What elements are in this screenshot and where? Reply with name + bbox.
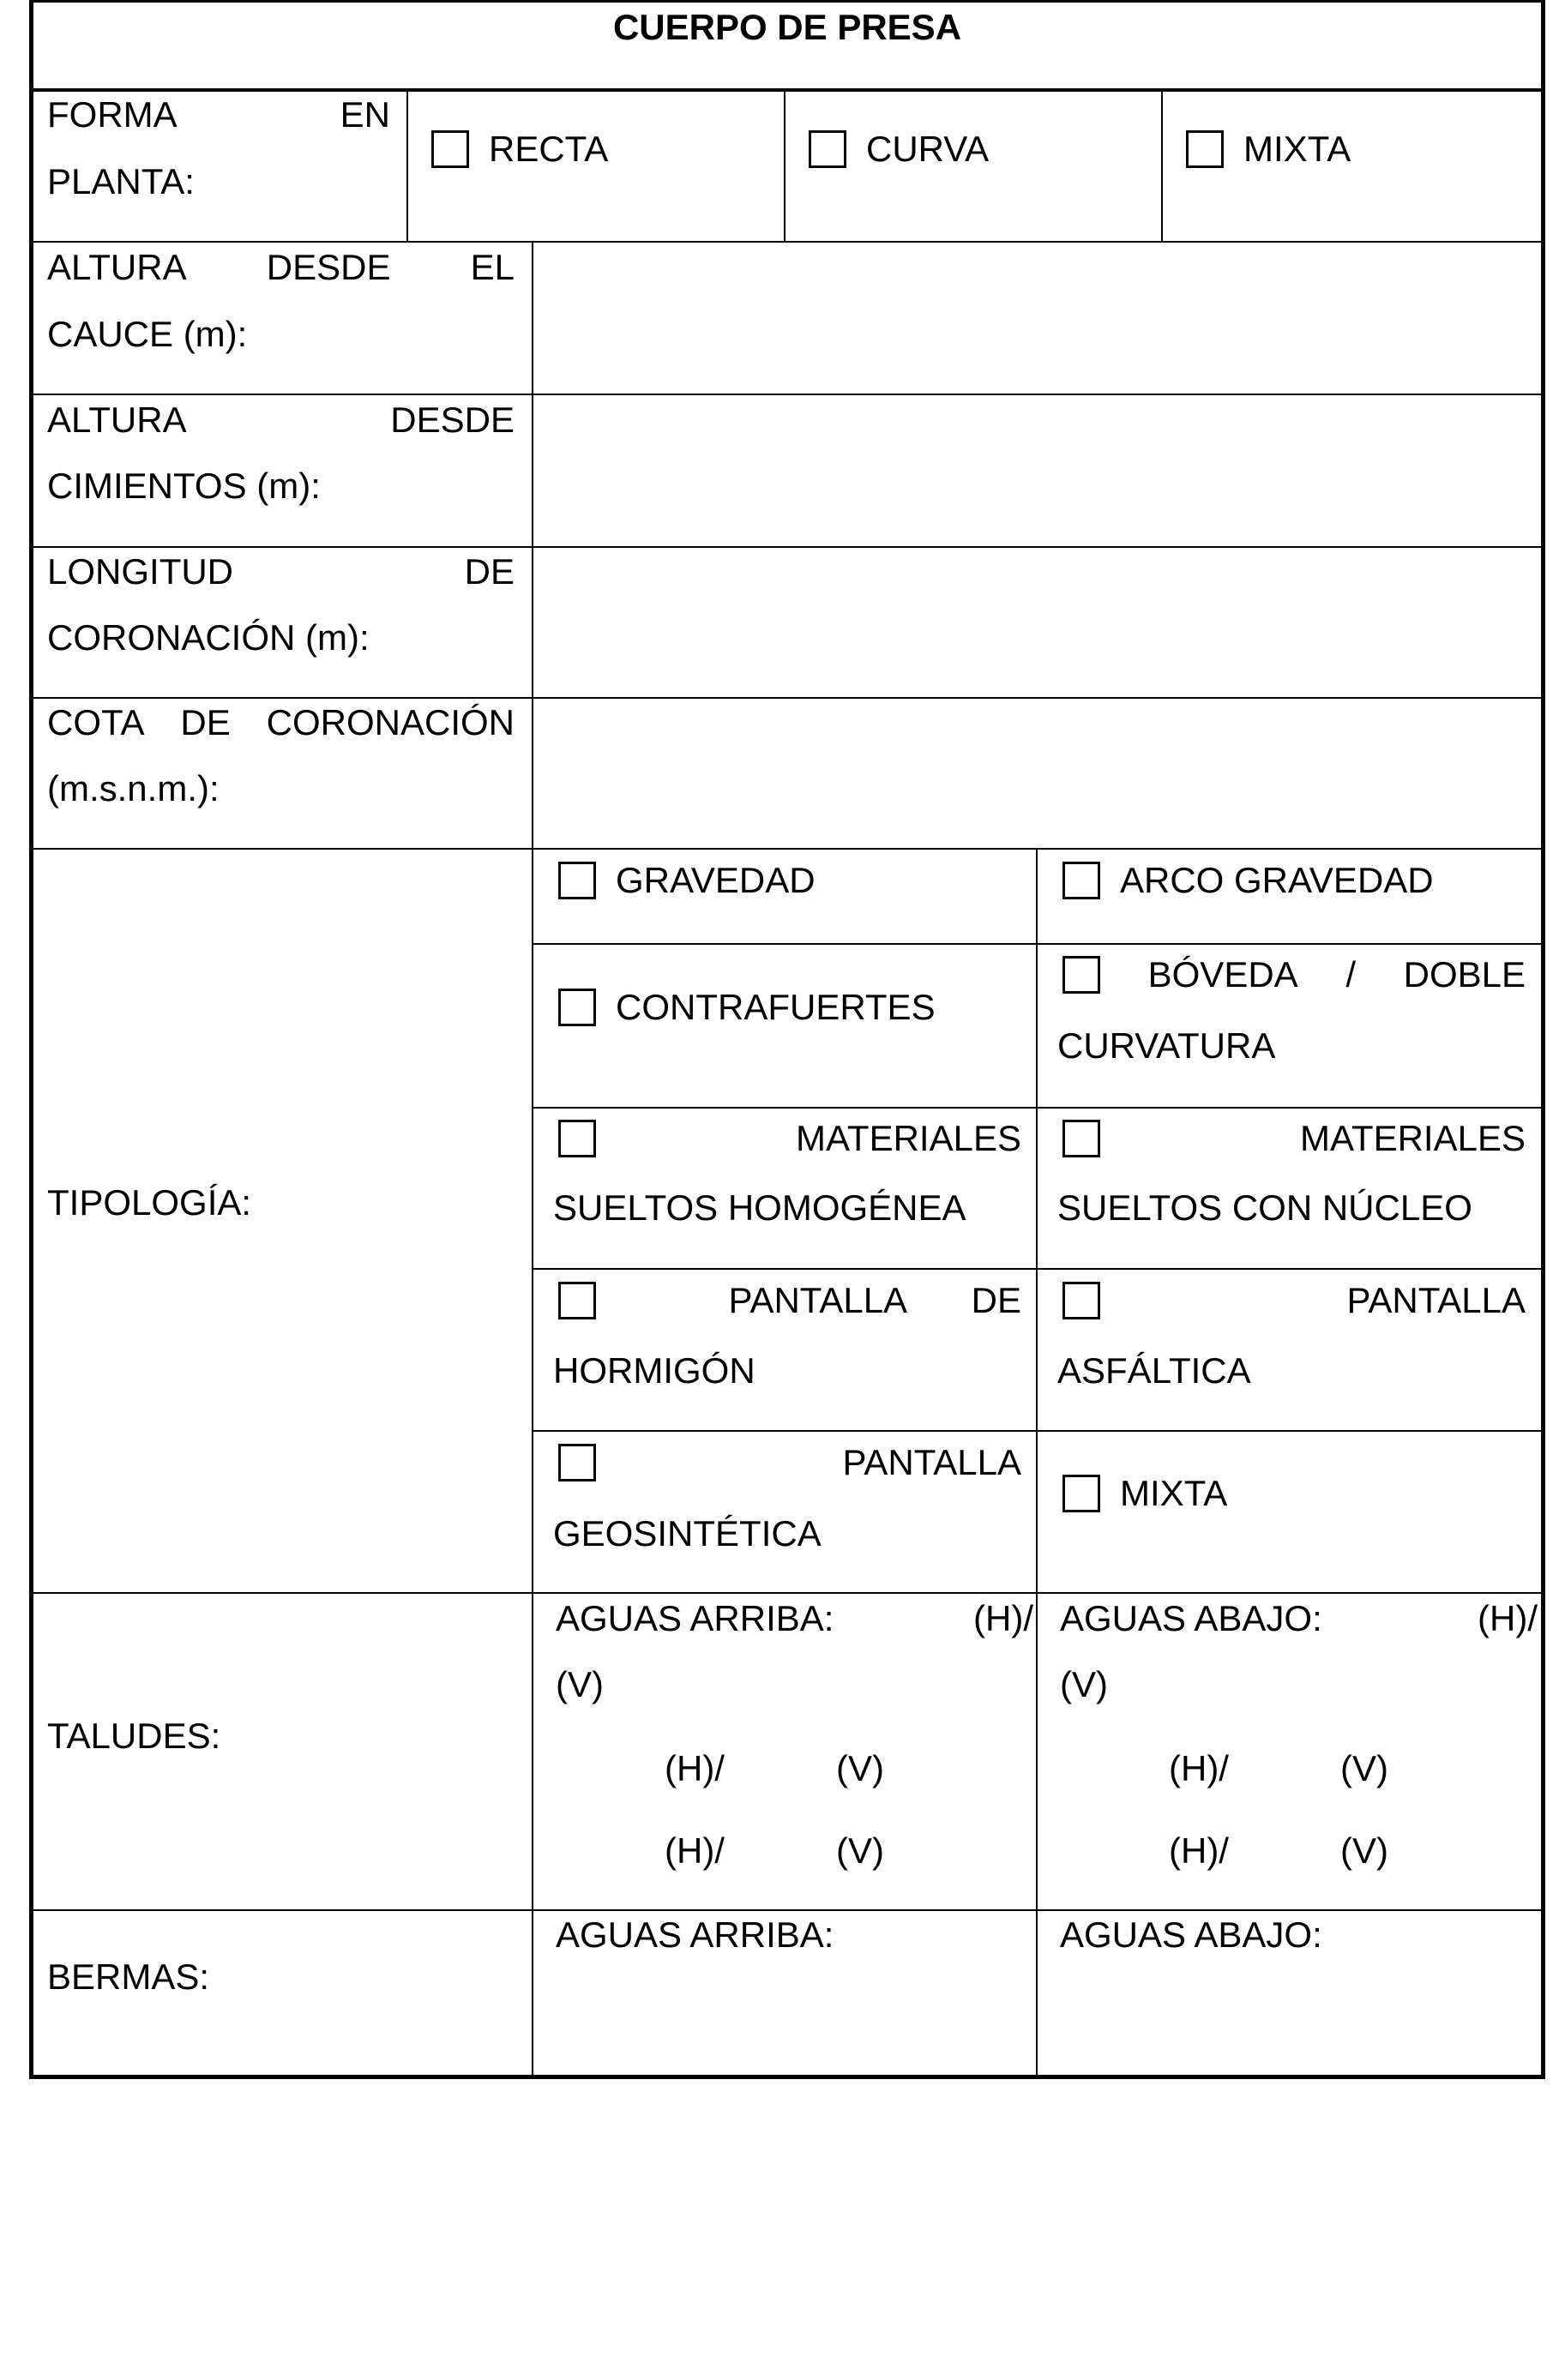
mixta-tipologia-checkbox[interactable] (1062, 1475, 1100, 1512)
divider (29, 241, 1545, 243)
altura-cauce-label-line2: CAUCE (m): (47, 314, 248, 354)
divider (1161, 88, 1163, 241)
label-word: DESDE (266, 247, 391, 287)
v-unit: (V) (836, 1748, 884, 1788)
aguas-arriba-label: AGUAS ARRIBA: (556, 1598, 834, 1638)
contrafuertes-label: CONTRAFUERTES (616, 987, 936, 1027)
label-word: DE (464, 551, 515, 592)
pant-geo-line2: GEOSINTÉTICA (553, 1513, 822, 1554)
altura-cimientos-field[interactable] (535, 396, 1540, 544)
gravedad-label: GRAVEDAD (616, 860, 816, 900)
forma-label-line2: PLANTA: (47, 161, 195, 201)
pant-asf-line1 (1062, 1280, 1526, 1321)
divider (1036, 848, 1038, 2079)
arco-gravedad-checkbox[interactable] (1062, 862, 1100, 899)
page-title: CUERPO DE PRESA (612, 7, 962, 47)
h-unit: (H)/ (1169, 1748, 1229, 1788)
arco-gravedad-label: ARCO GRAVEDAD (1120, 860, 1434, 900)
pantalla-asfaltica-checkbox[interactable] (1062, 1282, 1100, 1319)
label-word: DE (971, 1280, 1021, 1320)
label-word: COTA (47, 702, 145, 742)
label-word: PANTALLA (842, 1442, 1021, 1482)
boveda-line2: CURVATURA (1057, 1025, 1276, 1066)
altura-cauce-label-line1 (47, 247, 515, 288)
taludes-arriba-line1 (556, 1598, 1033, 1639)
v-unit: (V) (1060, 1664, 1108, 1704)
v-unit: (V) (1340, 1748, 1388, 1788)
mat-nucleo-line2: SUELTOS CON NÚCLEO (1057, 1187, 1472, 1228)
label-word: DE (180, 702, 231, 742)
pant-horm-line1 (558, 1280, 1021, 1321)
h-unit: (H)/ (1478, 1598, 1538, 1638)
aguas-abajo-label: AGUAS ABAJO: (1060, 1598, 1322, 1638)
taludes-label: TALUDES: (47, 1716, 221, 1756)
longitud-label-line1 (47, 551, 515, 592)
pantalla-geosintetica-checkbox[interactable] (558, 1444, 596, 1481)
v-unit: (V) (1340, 1830, 1388, 1871)
longitud-label-line2: CORONACIÓN (m): (47, 617, 370, 658)
cota-label-line2: (m.s.n.m.): (47, 768, 220, 808)
divider (29, 546, 1545, 548)
mat-nucleo-line1 (1062, 1118, 1526, 1159)
tipologia-label: TIPOLOGÍA: (47, 1182, 252, 1223)
label-word: ALTURA (47, 247, 187, 287)
altura-cimientos-label-line1 (47, 400, 515, 441)
label-word: MATERIALES (796, 1118, 1021, 1158)
divider (533, 1430, 1545, 1432)
h-unit: (H)/ (1169, 1830, 1229, 1871)
materiales-nucleo-checkbox[interactable] (1062, 1120, 1100, 1157)
pant-asf-line2: ASFÁLTICA (1057, 1350, 1251, 1391)
altura-cimientos-label-line2: CIMIENTOS (m): (47, 466, 321, 506)
v-unit: (V) (556, 1664, 604, 1704)
divider (29, 848, 1545, 850)
divider (532, 241, 533, 2079)
divider (29, 394, 1545, 395)
bermas-label: BERMAS: (47, 1956, 210, 1997)
divider (406, 88, 408, 241)
recta-checkbox[interactable] (431, 130, 469, 168)
bermas-aguas-arriba-label: AGUAS ARRIBA: (556, 1914, 834, 1955)
curva-label: CURVA (866, 129, 990, 169)
label-word: DESDE (390, 400, 515, 440)
label-word: / (1345, 954, 1356, 995)
h-unit: (H)/ (665, 1830, 725, 1871)
label-word: PANTALLA (1346, 1280, 1526, 1320)
mat-homog-line1 (558, 1118, 1021, 1159)
label-word: PANTALLA (728, 1280, 908, 1320)
label-word: LONGITUD (47, 551, 234, 592)
divider (533, 1107, 1545, 1109)
h-unit: (H)/ (665, 1748, 725, 1788)
divider (29, 88, 1545, 92)
recta-label: RECTA (489, 129, 609, 169)
pant-horm-line2: HORMIGÓN (553, 1350, 755, 1391)
altura-cauce-field[interactable] (535, 243, 1540, 391)
forma-label-line1 (47, 94, 390, 135)
divider (533, 943, 1545, 945)
forma-label-word: FORMA (47, 94, 178, 135)
longitud-field[interactable] (535, 549, 1540, 694)
mixta-tipologia-label: MIXTA (1120, 1473, 1228, 1513)
divider (533, 1268, 1545, 1270)
boveda-line1 (1062, 954, 1526, 995)
mixta-forma-label: MIXTA (1243, 129, 1351, 169)
materiales-homogenea-checkbox[interactable] (558, 1120, 596, 1157)
label-word: MATERIALES (1300, 1118, 1526, 1158)
contrafuertes-checkbox[interactable] (558, 989, 596, 1026)
label-word: ALTURA (47, 400, 187, 440)
forma-label-word: EN (340, 94, 390, 135)
cota-label-line1 (47, 702, 515, 743)
label-word: DOBLE (1403, 954, 1526, 995)
divider (29, 1909, 1545, 1911)
mat-homog-line2: SUELTOS HOMOGÉNEA (553, 1187, 966, 1228)
label-word: BÓVEDA (1147, 954, 1298, 995)
curva-checkbox[interactable] (809, 130, 846, 168)
pant-geo-line1 (558, 1442, 1021, 1483)
pantalla-hormigon-checkbox[interactable] (558, 1282, 596, 1319)
label-word: CORONACIÓN (266, 702, 515, 742)
divider (29, 697, 1545, 699)
mixta-forma-checkbox[interactable] (1186, 130, 1224, 168)
divider (29, 1592, 1545, 1594)
taludes-abajo-line1 (1060, 1598, 1538, 1639)
label-word: EL (470, 247, 515, 287)
v-unit: (V) (836, 1830, 884, 1871)
divider (784, 88, 786, 241)
gravedad-checkbox[interactable] (558, 862, 596, 899)
cota-field[interactable] (535, 700, 1540, 845)
h-unit: (H)/ (973, 1598, 1033, 1638)
bermas-aguas-abajo-label: AGUAS ABAJO: (1060, 1914, 1322, 1955)
boveda-checkbox[interactable] (1062, 956, 1100, 994)
